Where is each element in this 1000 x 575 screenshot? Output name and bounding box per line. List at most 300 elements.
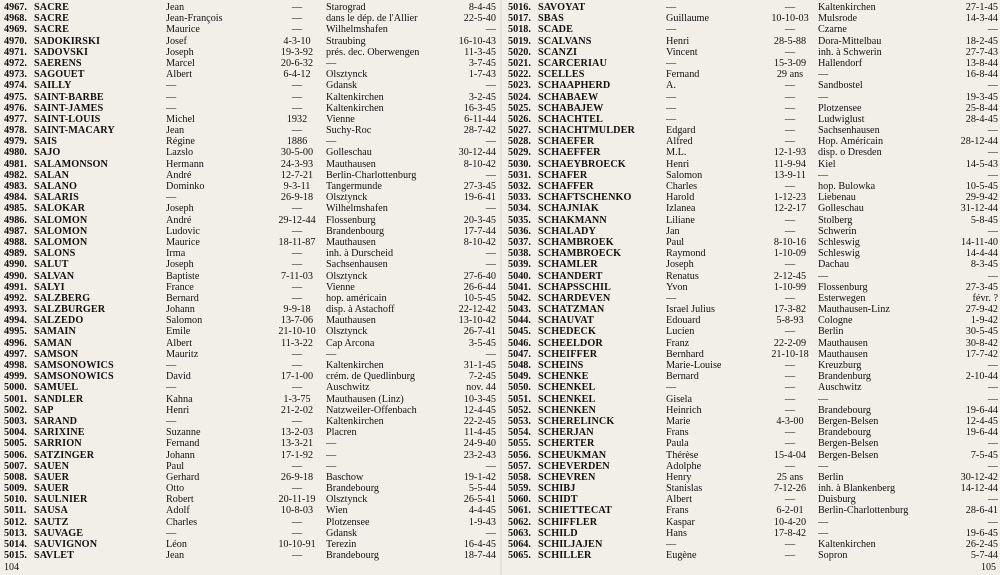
entry-number: 5056. [508,449,531,461]
birth-date: — [291,125,303,137]
list-item [4,539,496,550]
death-date: — [987,169,998,181]
death-place: inh. à Durscheid [326,248,394,260]
death-place: Brandenbourg [326,225,385,237]
given-name: Régine [166,136,195,148]
surname: SALZEDO [34,315,84,327]
death-date: 16-8-44 [965,69,998,81]
entry-number: 5065. [508,550,531,562]
entry-number: 5003. [4,415,27,427]
given-name: — [166,102,177,114]
given-name: Israel Julius [666,304,715,316]
given-name: — [166,91,177,103]
death-place: crém. de Quedlinburg [326,371,415,383]
given-name: Suzanne [166,427,201,439]
given-name: — [166,192,177,204]
death-date: 13-8-44 [965,57,998,69]
entry-number: 5009. [4,483,27,495]
list-item [508,80,998,91]
given-name: Marie-Louise [666,360,722,371]
surname: SCHAEYBROECK [538,158,626,170]
death-date: — [485,203,496,215]
death-date: 30-12-42 [960,471,998,483]
given-name: Adolf [166,505,190,517]
death-date: 27-3-45 [965,281,998,293]
birth-date: 1-12-23 [773,192,807,204]
birth-date: — [291,292,303,304]
birth-date: 4-3-10 [283,35,311,47]
given-name: Emile [166,326,191,338]
death-date: — [485,169,496,181]
surname: SCHANDERT [538,270,603,282]
given-name: Johann [166,449,195,461]
birth-date: 12-2-17 [773,203,807,215]
list-item [508,360,998,371]
list-item [508,416,998,427]
death-date: 7-2-45 [468,371,496,383]
list-item [508,326,998,337]
death-place: Sandbostel [818,80,863,92]
birth-date: — [784,371,796,383]
list-item [4,494,496,505]
surname: SCHACHTMULDER [538,125,635,137]
surname: SACRE [34,2,70,13]
given-name: Marie [666,415,691,427]
birth-date: — [291,259,303,271]
death-place: Hallendorf [818,57,863,69]
death-place: Olsztynck [326,69,368,81]
death-place: Berlin-Charlottenburg [326,169,417,181]
death-place: Cologne [818,315,853,327]
given-name: Kaspar [666,516,695,528]
death-date: 12-4-45 [965,415,998,427]
entry-number: 4982. [4,169,27,181]
given-name: Paul [166,460,185,472]
death-date: 8-10-42 [463,236,496,248]
surname: SCHERTER [538,438,595,450]
list-item [508,226,998,237]
entry-number: 5057. [508,460,531,472]
given-name: Bernhard [666,348,704,360]
given-name: Stanislas [666,483,703,495]
list-item [4,170,496,181]
surname: SACRE [34,13,70,25]
given-name: Raymond [666,248,706,260]
list-item [4,24,496,35]
entry-number: 5025. [508,102,531,114]
death-date: 4-4-45 [468,505,496,517]
surname: SAINT-MACARY [34,125,115,137]
list-item [4,181,496,192]
list-item [508,315,998,326]
death-date: 17-7-44 [463,225,496,237]
entry-number: 4986. [4,214,27,226]
death-place: Wilhelmshafen [326,203,388,215]
list-item [508,371,998,382]
birth-date: — [291,483,303,495]
list-item [508,125,998,136]
death-place: Olsztynck [326,494,368,506]
surname: SCHENKEL [538,393,596,405]
list-item [508,427,998,438]
entry-number: 4995. [4,326,27,338]
death-date: 3-2-45 [468,91,496,103]
entry-number: 4993. [4,304,27,316]
entry-number: 4996. [4,337,27,349]
surname: SALOMON [34,236,88,248]
death-place: Cap Arcona [326,337,375,349]
birth-date: 17-1-92 [280,449,314,461]
birth-date: — [784,427,796,439]
list-item [508,394,998,405]
surname: SAILLY [34,80,72,92]
death-place: Flossenburg [818,281,868,293]
given-name: Bernard [166,292,199,304]
surname: SCHILD [538,527,578,539]
surname: SCHAMBROECK [538,248,622,260]
list-item [4,550,496,561]
list-item [4,248,496,259]
surname: SCHERJAN [538,427,594,439]
list-item [4,382,496,393]
birth-date: — [291,248,303,260]
death-date: — [987,382,998,394]
surname: SCANZI [538,46,578,58]
death-date: 26-7-41 [463,326,496,338]
list-item [508,450,998,461]
list-item [4,125,496,136]
list-item [4,438,496,449]
birth-date: — [291,460,303,472]
entry-number: 4990. [4,259,27,271]
surname: SCHABAEW [538,91,599,103]
death-date: 27-9-42 [965,304,998,316]
death-place: Brandebourg [326,550,380,562]
death-place: Auschwitz [326,382,370,394]
birth-date: — [784,539,796,550]
given-name: — [166,80,177,92]
death-date: 5-7-44 [970,550,998,562]
entry-number: 5005. [4,438,27,450]
surname: SCALVANS [538,35,592,47]
list-item [508,550,998,561]
birth-date: 20-11-19 [278,494,316,506]
surname: SAMSONOWICS [34,360,114,371]
death-date: 26-6-44 [463,281,496,293]
birth-date: — [784,24,796,36]
given-name: Marcel [166,57,195,69]
birth-date: 21-10-10 [278,326,316,338]
surname: SCHACHTEL [538,113,603,125]
list-item [4,472,496,483]
list-item [4,349,496,360]
death-date: 24-9-40 [463,438,496,450]
death-place: — [818,69,829,81]
death-date: 27-1-45 [965,2,998,13]
list-item [508,528,998,539]
death-place: Berlin-Charlottenburg [818,505,909,517]
list-item [508,170,998,181]
entry-number: 5011. [4,505,27,517]
death-date: 10-3-45 [463,393,496,405]
surname: SAUSA [34,505,68,517]
list-item [4,326,496,337]
birth-date: 12-7-21 [280,169,314,181]
list-item [4,192,496,203]
death-date: 30-12-44 [458,147,496,159]
birth-date: — [784,438,796,450]
surname: SCHENKEN [538,404,596,416]
birth-date: 30-5-00 [280,147,314,159]
death-place: Schleswig [818,248,860,260]
list-item [4,159,496,170]
death-date: 11-3-45 [464,46,496,58]
birth-date: 13-3-21 [280,438,314,450]
surname: SAULNIER [34,494,88,506]
entry-number: 5000. [4,382,27,394]
death-place: — [818,393,829,405]
given-name: Lazslo [166,147,194,159]
entry-number: 4970. [4,35,27,47]
given-name: — [666,2,677,13]
list-item [4,2,496,13]
given-name: France [166,281,194,293]
birth-date: — [784,181,796,192]
birth-date: 17-8-42 [773,527,807,539]
death-place: — [818,460,829,472]
death-place: — [818,527,829,539]
death-date: — [987,125,998,137]
surname: SAINT-LOUIS [34,113,101,125]
given-name: — [666,102,677,114]
entry-number: 5035. [508,214,531,226]
given-name: Albert [166,337,193,349]
entry-number: 5047. [508,348,531,360]
death-date: 19-6-44 [965,427,998,439]
list-item [508,47,998,58]
death-place: Kaltenkirchen [326,360,384,371]
death-date: — [987,438,998,450]
entry-number: 5046. [508,337,531,349]
given-name: Jean [166,2,185,13]
list-item [4,528,496,539]
surname: SAMSONOWICS [34,371,114,383]
death-date: 17-7-42 [965,348,998,360]
birth-date: — [784,113,796,125]
birth-date: 29 ans [776,69,804,81]
death-place: Mulsrode [818,13,858,25]
surname: SALONS [34,248,76,260]
given-name: Renatus [666,270,699,282]
entry-number: 5041. [508,281,531,293]
given-name: Jean [166,550,185,562]
surname: SAUTZ [34,516,69,528]
given-name: Hans [666,527,687,539]
list-item [4,136,496,147]
list-item [508,92,998,103]
entry-number: 5036. [508,225,531,237]
list-item [508,2,998,13]
death-date: 27-6-40 [463,270,496,282]
surname: SCHAFTSCHENKO [538,192,632,204]
death-date: 3-5-45 [468,337,496,349]
surname: SALVAN [34,270,75,282]
death-place: Berlin [818,471,844,483]
death-date: 31-1-45 [463,360,496,371]
list-item [508,483,998,494]
list-item [4,13,496,24]
entry-number: 5008. [4,471,27,483]
surname: SALAMONSON [34,158,109,170]
given-name: Harold [666,192,695,204]
death-place: Baschow [326,471,364,483]
birth-date: — [784,460,796,472]
birth-date: 13-2-03 [280,427,314,439]
death-place: Duisburg [818,494,856,506]
list-item [508,338,998,349]
death-place: Stolberg [818,214,853,226]
given-name: André [166,169,192,181]
death-place: prés. dec. Oberwengen [326,46,420,58]
surname: SAMUEL [34,382,79,394]
death-date: — [485,348,496,360]
death-date: — [987,460,998,472]
list-item [4,427,496,438]
birth-date: — [291,382,303,394]
birth-date: — [784,494,796,506]
entry-number: 5049. [508,371,531,383]
birth-date: 6-4-12 [283,69,311,81]
death-place: Esterwegen [818,292,866,304]
death-date: 14-11-40 [961,236,998,248]
death-date: 2-10-44 [965,371,998,383]
given-name: Kahna [166,393,193,405]
death-date: 19-6-44 [965,404,998,416]
birth-date: — [291,516,303,528]
death-date: — [987,494,998,506]
birth-date: — [784,2,796,13]
death-date: — [485,259,496,271]
birth-date: 26-9-18 [280,192,314,204]
list-item [4,505,496,516]
given-name: Paul [666,236,685,248]
birth-date: — [291,203,303,215]
death-place: — [818,270,829,282]
given-name: — [666,24,677,36]
list-item [4,394,496,405]
death-date: 8-4-45 [468,2,496,13]
surname: SCHAAPHERD [538,80,611,92]
surname: SCHAJNIAK [538,203,599,215]
list-item [508,472,998,483]
entry-number: 5022. [508,69,531,81]
entry-number: 4968. [4,13,27,25]
entry-number: 5045. [508,326,531,338]
death-date: — [485,527,496,539]
list-item [4,103,496,114]
death-place: Plotzensee [818,102,862,114]
birth-date: — [784,125,796,137]
death-date: 18-2-45 [965,35,998,47]
entry-number: 5052. [508,404,531,416]
surname: SADOKIRSKI [34,35,101,47]
entry-number: 5010. [4,494,27,506]
death-place: dans le dép. de l'Allier [326,13,418,25]
birth-date: — [291,550,303,562]
surname: SCHALADY [538,225,596,237]
death-date: févr. ? [972,292,998,304]
death-date: 1-9-42 [970,315,998,327]
surname: SADOVSKI [34,46,89,58]
entry-number: 5006. [4,449,27,461]
list-item [4,226,496,237]
given-name: — [666,91,677,103]
death-place: Gdansk [326,80,358,92]
birth-date: — [784,404,796,416]
surname: SAMAIN [34,326,76,338]
birth-date: 21-10-18 [771,348,809,360]
death-date: — [987,516,998,528]
given-name: Irma [166,248,186,260]
birth-date: 1-3-75 [283,393,311,405]
death-place: Kaltenkirchen [326,415,384,427]
entry-number: 5018. [508,24,531,36]
death-place: Sachsenhausen [818,125,880,137]
given-name: Edouard [666,315,701,327]
death-place: Sopron [818,550,848,562]
birth-date: 15-3-09 [773,57,807,69]
birth-date: 17-1-00 [280,371,314,383]
birth-date: — [784,91,796,103]
surname: SAJO [34,147,61,159]
entry-number: 5054. [508,427,531,439]
list-item [508,259,998,270]
given-name: Fernand [666,69,700,81]
death-place: Brandebourg [818,427,872,439]
death-place: hop. Bulowka [818,181,876,192]
surname: SCHEDECK [538,326,596,338]
surname: SARAND [34,415,78,427]
entry-number: 5017. [508,13,531,25]
entry-number: 4971. [4,46,27,58]
entry-number: 5043. [508,304,531,316]
birth-date: 1932 [286,113,308,125]
surname: SAGOUET [34,69,85,81]
entry-number: 4980. [4,147,27,159]
list-item [4,371,496,382]
given-name: A. [666,80,676,92]
surname: SAMSON [34,348,79,360]
list-item [508,203,998,214]
death-date: 23-2-43 [463,449,496,461]
given-name: — [666,113,677,125]
given-name: Charles [666,181,698,192]
surname: SARRION [34,438,82,450]
given-name: Robert [166,494,194,506]
list-item [4,80,496,91]
birth-date: — [291,13,303,25]
given-name: Gerhard [166,471,200,483]
surname: SAUER [34,471,70,483]
entry-number: 4990. [4,270,27,282]
birth-date: — [291,225,303,237]
birth-date: 10-10-03 [771,13,809,25]
death-date: — [485,80,496,92]
death-place: Brandebourg [818,404,872,416]
death-date: 7-5-45 [970,449,998,461]
death-place: Kreuzburg [818,360,862,371]
given-name: Jean-François [166,13,223,25]
